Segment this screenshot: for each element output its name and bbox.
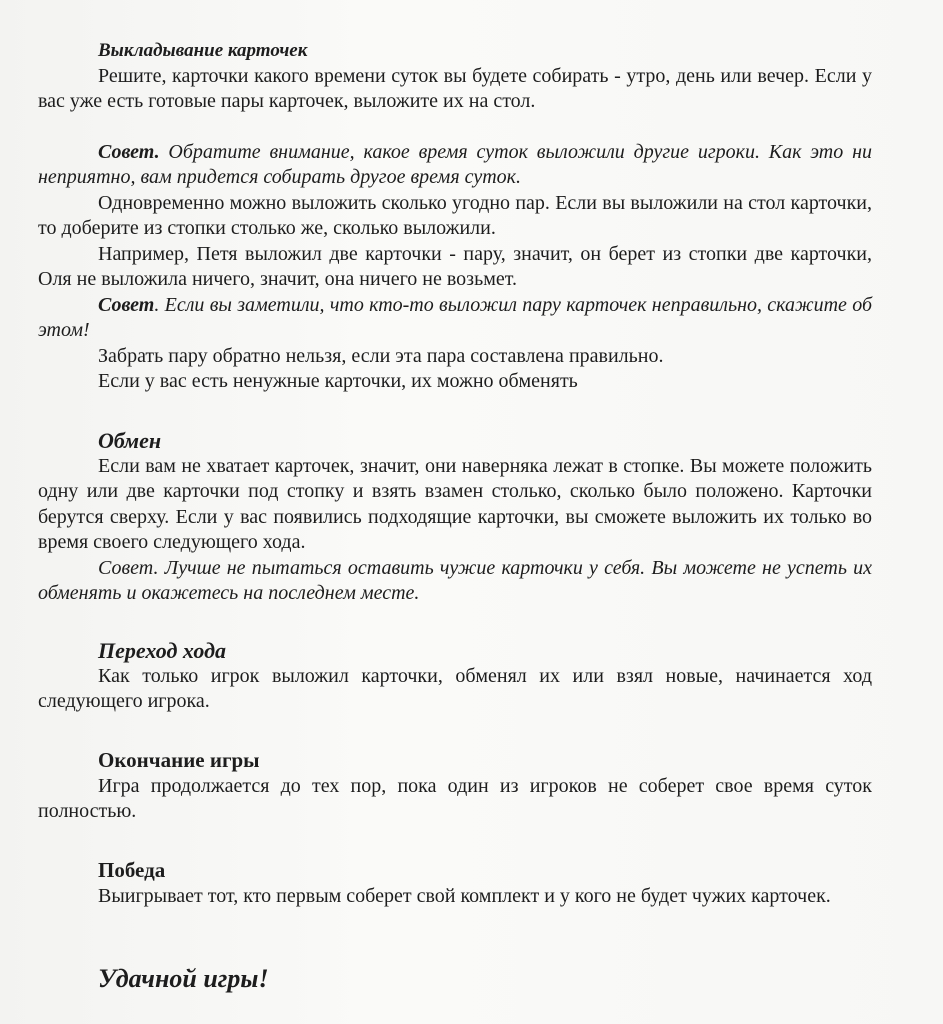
paragraph-example: Например, Петя выложил две карточки - пару, значит, он берет из стопки две карточки, Оля не выложила ничего, значит, она ничего не возьмет. (38, 242, 872, 290)
section-card-layout (38, 38, 872, 395)
tip-text: Обратите внимание, какое время суток выложили другие игроки. Как это ни неприятно, вам придется собирать другое время суток. (38, 140, 872, 188)
tip-label: Совет (98, 293, 155, 316)
tip-paragraph-3: Совет. Лучше не пытаться оставить чужие карточки у себя. Вы можете не успеть их обменять и окажетесь на последнем месте. (38, 556, 872, 604)
tip-paragraph-1 (38, 140, 872, 191)
paragraph-victory: Выигрывает тот, кто первым соберет свой комплект и у кого не будет чужих карточек. (98, 884, 831, 907)
paragraph-multiple-pairs: Одновременно можно выложить сколько угодно пар. Если вы выложили на стол карточки, то доберите из стопки столько же, сколько выложили. (38, 191, 872, 239)
section-game-end (38, 748, 872, 825)
section-turn (38, 638, 872, 715)
section-heading-game-end: Окончание игры (98, 748, 260, 772)
closing-wish: Удачной игры! (98, 964, 269, 993)
section-victory (38, 858, 872, 909)
paragraph-exchange-hint: Если у вас есть ненужные карточки, их можно обменять (98, 370, 578, 392)
paragraph-no-take-back: Забрать пару обратно нельзя, если эта пара составлена правильно. (98, 344, 664, 367)
section-heading-turn: Переход хода (98, 638, 227, 663)
section-heading-victory: Победа (98, 858, 166, 882)
section-heading-exchange: Обмен (98, 428, 162, 453)
section-exchange (38, 428, 872, 607)
paragraph-choose-time: Решите, карточки какого времени суток вы будете собирать - утро, день или вечер. Если у вас уже есть готовые пары карточек, выложите их на стол. (38, 64, 872, 112)
tip-label: Совет. (98, 140, 160, 163)
paragraph-turn: Как только игрок выложил карточки, обменял их или взял новые, начинается ход следующего игрока. (38, 664, 872, 712)
closing-section (38, 966, 872, 992)
spacer (38, 115, 872, 140)
section-heading-card-layout: Выкладывание карточек (98, 40, 308, 61)
paragraph-exchange: Если вам не хватает карточек, значит, они наверняка лежат в стопке. Вы можете положить одну или две карточки под стопку и взять взамен столько, сколько было положено. Карточки берутся сверху. Если у вас появились подходящие карточки, вы сможете выложить их только во время своего следующего хода. (38, 454, 872, 553)
tip-paragraph-2 (38, 293, 872, 344)
paragraph-game-end: Игра продолжается до тех пор, пока один из игроков не соберет свое время суток полностью. (38, 774, 872, 822)
tip-text: . Если вы заметили, что кто-то выложил пару карточек неправильно, скажите об этом! (38, 293, 872, 341)
